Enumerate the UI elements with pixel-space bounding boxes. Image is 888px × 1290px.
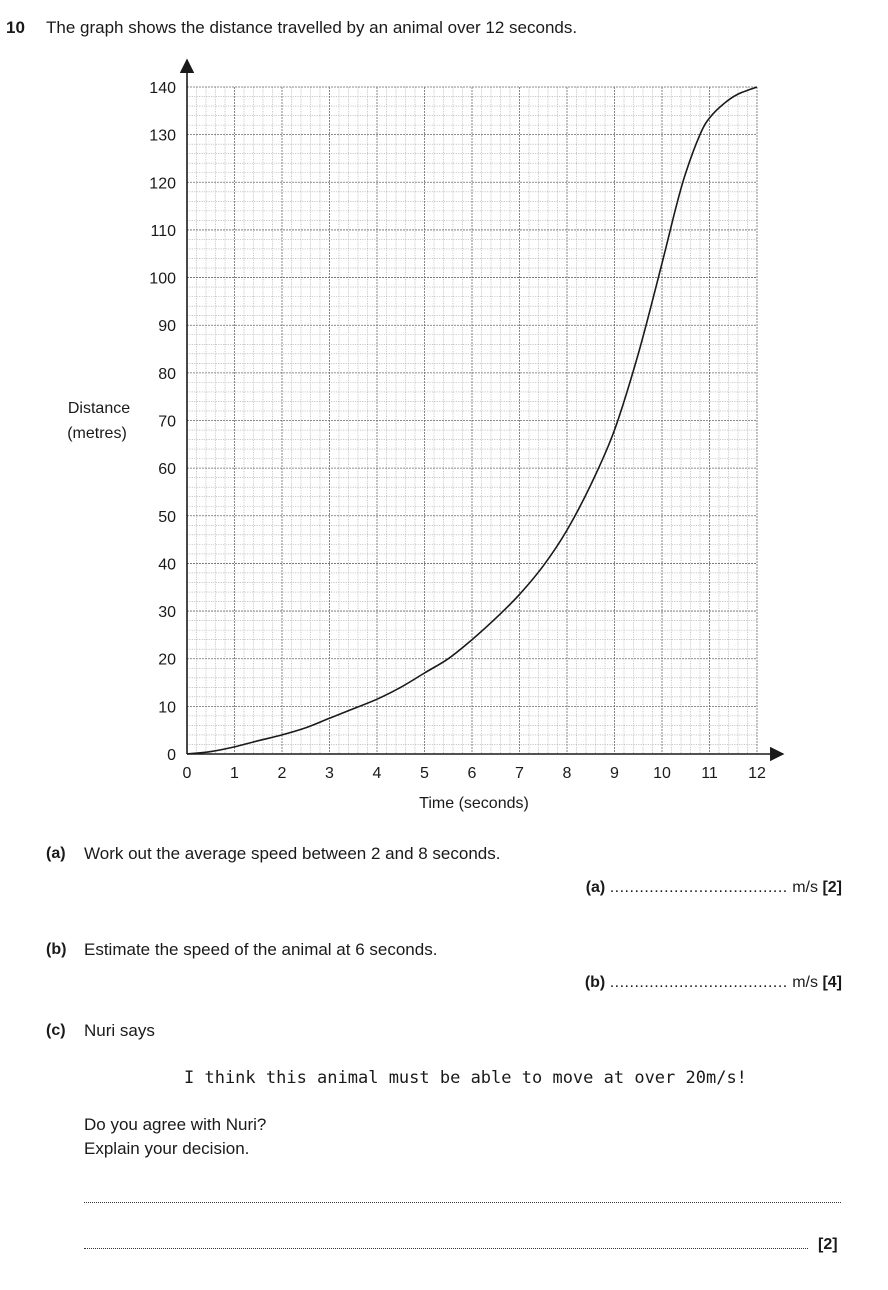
part-b-label: (b): [46, 941, 67, 958]
part-b-unit: m/s: [792, 974, 818, 991]
question-number: 10: [6, 18, 25, 37]
y-tick-label: 140: [149, 80, 176, 97]
y-tick-label: 100: [149, 270, 176, 288]
y-tick-label: 60: [158, 461, 176, 479]
part-a-text: Work out the average speed between 2 and 8 seconds.: [84, 844, 501, 863]
part-c-answer-line-2[interactable]: [84, 1248, 808, 1249]
x-tick-label: 2: [277, 765, 287, 782]
part-c-prompt-1: Do you agree with Nuri?: [84, 1115, 267, 1134]
part-b-answer-label: (b): [584, 974, 606, 991]
x-tick-label: 0: [182, 765, 192, 782]
part-b-text: Estimate the speed of the animal at 6 seconds.: [84, 940, 438, 959]
part-b-answer-line[interactable]: [585, 974, 842, 992]
nuri-quote: I think this animal must be able to move at over 20m/s!: [184, 1068, 747, 1088]
y-tick-label: 40: [158, 556, 176, 574]
part-c-intro: Nuri says: [84, 1021, 155, 1040]
x-tick-labels: [183, 765, 766, 782]
question-intro: The graph shows the distance travelled by an animal over 12 seconds.: [46, 18, 578, 37]
x-tick-label: 12: [748, 765, 766, 782]
y-tick-label: 130: [149, 127, 176, 145]
y-tick-labels: [149, 80, 176, 764]
x-tick-label: 8: [562, 765, 572, 782]
y-axis-label-line-2: (metres): [67, 425, 127, 442]
x-tick-label: 5: [420, 765, 429, 782]
y-tick-label: 120: [149, 175, 176, 193]
x-axis-label: Time (seconds): [419, 795, 529, 812]
part-c-marks: [2]: [818, 1236, 838, 1253]
part-b-marks: [4]: [822, 974, 842, 991]
part-c-label: (c): [46, 1022, 66, 1039]
y-axis-label-line-1: Distance: [67, 400, 131, 417]
y-tick-label: 30: [158, 604, 176, 622]
y-tick-label: 50: [158, 508, 176, 526]
part-a-answer-line[interactable]: [586, 879, 842, 897]
x-tick-label: 10: [653, 765, 671, 782]
y-tick-label: 0: [167, 747, 176, 764]
x-tick-label: 9: [610, 765, 619, 782]
part-a-marks: [2]: [822, 879, 842, 896]
y-tick-label: 20: [158, 651, 176, 669]
y-tick-label: 90: [158, 318, 176, 336]
part-a-unit: m/s: [792, 879, 818, 896]
part-c-prompt-2: Explain your decision.: [84, 1139, 250, 1158]
x-tick-label: 1: [230, 765, 239, 782]
y-tick-label: 10: [158, 699, 176, 717]
part-a-answer-dots[interactable]: ....................................: [609, 879, 788, 896]
part-c-answer-line-1[interactable]: [84, 1202, 841, 1203]
x-tick-label: 4: [372, 765, 382, 782]
x-tick-label: 3: [325, 765, 334, 782]
part-a-label: (a): [46, 845, 66, 862]
y-tick-label: 80: [158, 365, 176, 383]
part-b-answer-dots[interactable]: ....................................: [609, 974, 788, 991]
x-tick-label: 6: [467, 765, 477, 782]
x-tick-label: 7: [515, 765, 524, 782]
distance-time-graph: [0, 50, 888, 820]
part-a-answer-label: (a): [585, 879, 606, 896]
y-tick-label: 110: [150, 222, 176, 240]
y-tick-label: 70: [158, 413, 176, 431]
x-tick-label: 11: [701, 765, 718, 782]
